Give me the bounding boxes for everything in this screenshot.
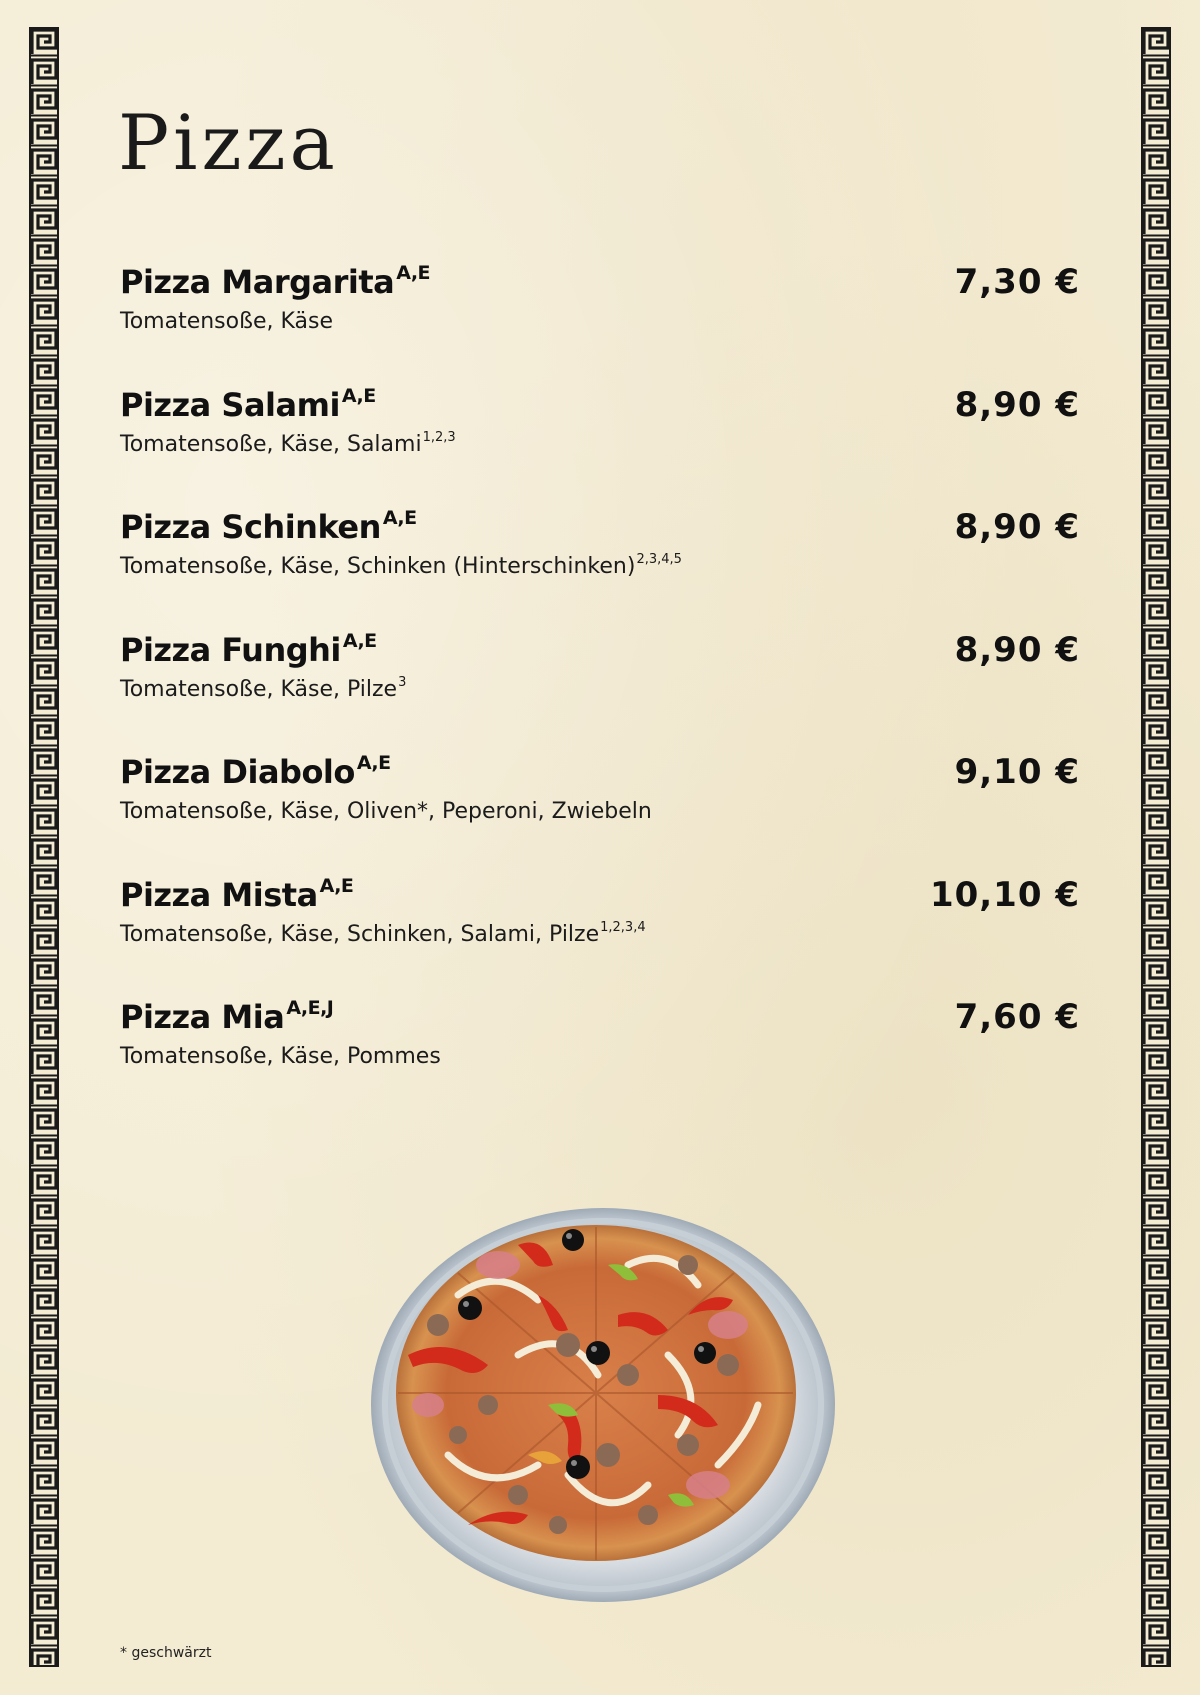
additive-codes: 1,2,3,4 (600, 919, 646, 935)
pizza-photo (368, 1205, 838, 1605)
greek-key-border-left (29, 27, 59, 1667)
allergen-codes: A,E (319, 874, 354, 897)
allergen-codes: A,E (396, 262, 431, 284)
allergen-codes: A,E (356, 752, 391, 774)
item-name: Pizza Funghi $^{A,E}$ (120, 629, 377, 669)
item-description: Tomatensoße, Käse, Pilze$^3$ (120, 674, 407, 702)
additive-codes: 1,2,3 (422, 429, 456, 445)
menu-item (120, 875, 1080, 998)
item-description: Tomatensoße, Käse, Schinken, Salami, Pilze$^{1,2,3,4}$ (120, 919, 646, 947)
additive-codes: 3 (398, 674, 407, 690)
allergen-codes: A,E,J (286, 997, 334, 1019)
item-price: 8,90 € (954, 629, 1080, 670)
footnote: * geschwärzt (120, 1645, 212, 1661)
item-description: Tomatensoße, Käse (120, 309, 333, 334)
item-price: 7,30 € (954, 262, 1080, 302)
page-title: Pizza (118, 98, 339, 187)
item-name: Pizza Mia $^{A,E,J}$ (120, 997, 334, 1036)
item-name: Pizza Salami $^{A,E}$ (120, 384, 376, 424)
menu-item (120, 385, 1080, 508)
allergen-codes: A,E (342, 629, 377, 652)
greek-key-border-right (1141, 27, 1171, 1667)
item-price: 10,10 € (929, 874, 1080, 915)
item-description: Tomatensoße, Käse, Salami$^{1,2,3}$ (120, 429, 456, 457)
allergen-codes: A,E (382, 507, 417, 529)
item-description: Tomatensoße, Käse, Pommes (120, 1044, 441, 1069)
menu-list (120, 262, 1080, 1120)
item-price: 8,90 € (954, 384, 1080, 425)
menu-item (120, 507, 1080, 630)
item-name: Pizza Diabolo $^{A,E}$ (120, 752, 391, 791)
menu-item (120, 630, 1080, 753)
item-price: 7,60 € (954, 997, 1080, 1037)
menu-item (120, 262, 1080, 385)
item-name: Pizza Mista $^{A,E}$ (120, 874, 354, 914)
item-description: Tomatensoße, Käse, Oliven*, Peperoni, Zwiebeln (120, 799, 652, 824)
item-name: Pizza Margarita $^{A,E}$ (120, 262, 431, 301)
additive-codes: 2,3,4,5 (636, 552, 682, 567)
item-description: Tomatensoße, Käse, Schinken (Hinterschinken)$^{2,3,4,5}$ (120, 552, 682, 579)
item-name: Pizza Schinken $^{A,E}$ (120, 507, 417, 546)
allergen-codes: A,E (341, 384, 376, 407)
item-price: 9,10 € (954, 752, 1080, 792)
menu-item (120, 752, 1080, 875)
menu-item (120, 997, 1080, 1120)
item-price: 8,90 € (954, 507, 1080, 547)
